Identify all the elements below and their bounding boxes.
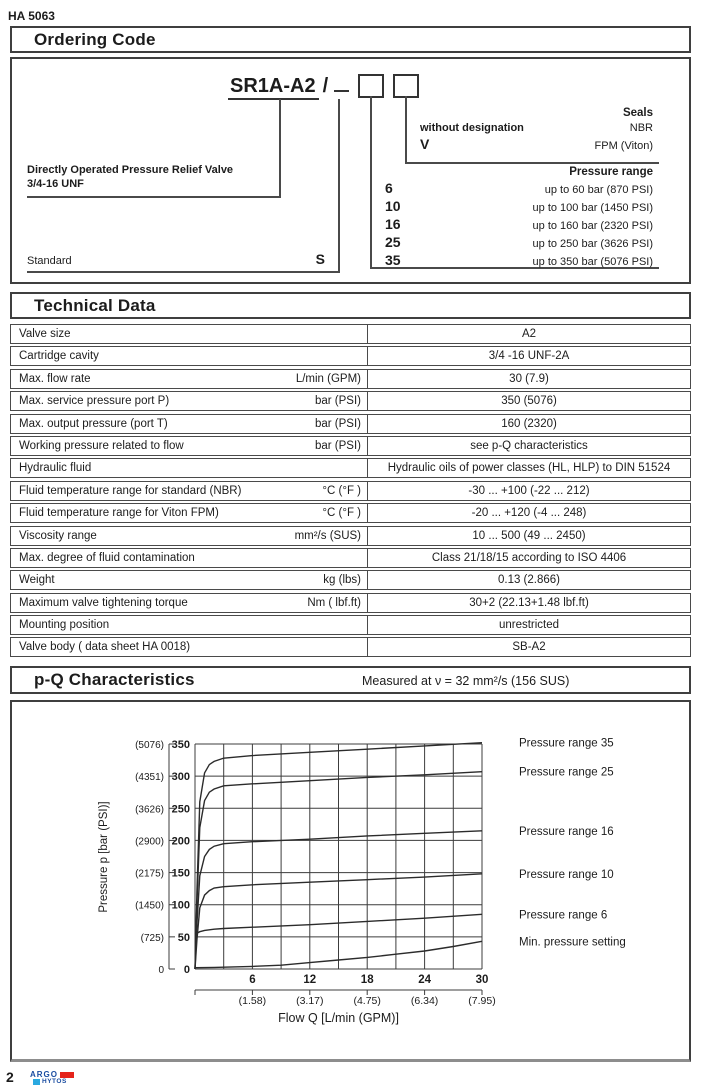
row-parameter-cell (11, 437, 368, 455)
code-box-seals (393, 74, 419, 98)
row-parameter-cell (11, 594, 368, 612)
pressure-range-row: 25 up to 250 bar (3626 PSI) (385, 234, 653, 250)
table-row (10, 346, 691, 366)
parameter-unit: °C (°F ) (322, 484, 361, 497)
row-parameter-cell (11, 638, 368, 656)
ordering-code-section-header (10, 26, 691, 53)
seals-title: Seals (622, 107, 653, 119)
x-axis (195, 974, 496, 1007)
pressure-range-row: 16 up to 160 bar (2320 PSI) (385, 216, 653, 232)
svg-text:(2900): (2900) (135, 836, 164, 848)
svg-text:(725): (725) (140, 932, 164, 944)
row-parameter-cell (11, 616, 368, 634)
svg-text:(3.17): (3.17) (296, 995, 324, 1007)
parameter-name: Max. output pressure (port T) (19, 417, 168, 430)
row-parameter-cell (11, 571, 368, 589)
standard-code: S (315, 251, 325, 267)
parameter-value: SB-A2 (512, 641, 546, 654)
y-axis-label (98, 801, 110, 912)
measured-at-note: Measured at ν = 32 mm²/s (156 SUS) (362, 674, 570, 688)
parameter-value: 3/4 -16 UNF-2A (488, 350, 570, 363)
ordering-code-string (228, 74, 349, 98)
table-row (10, 481, 691, 501)
svg-text:6: 6 (249, 974, 256, 986)
svg-text:(6.34): (6.34) (410, 995, 439, 1007)
parameter-unit: bar (PSI) (314, 395, 361, 408)
row-parameter-cell (11, 415, 368, 433)
svg-text:0: 0 (183, 964, 190, 976)
parameter-unit: L/min (GPM) (295, 372, 361, 385)
pq-section-header (10, 666, 691, 694)
row-parameter-cell (11, 325, 368, 343)
seals-options (405, 106, 657, 154)
curve-label: Pressure range 10 (519, 868, 614, 881)
table-row (10, 503, 691, 523)
parameter-value: Hydraulic oils of power classes (HL, HLP) to DIN 51524 (387, 462, 671, 475)
parameter-name: Viscosity range (19, 529, 97, 542)
parameter-name: Weight (19, 574, 55, 587)
parameter-unit: °C (°F ) (322, 507, 361, 520)
standard-designation-row (27, 251, 330, 267)
section-title-technical-data: Technical Data (34, 295, 156, 315)
connector-line (279, 99, 281, 197)
svg-text:Flow Q [L/min (GPM)]: Flow Q [L/min (GPM)] (278, 1011, 399, 1025)
parameter-value: 10 ... 500 (49 ... 2450) (472, 529, 586, 542)
svg-text:18: 18 (360, 974, 374, 986)
technical-data-section-header (10, 292, 691, 319)
svg-text:(5076): (5076) (135, 740, 164, 751)
row-parameter-cell (11, 527, 368, 545)
parameter-value: unrestricted (498, 619, 560, 632)
parameter-unit: Nm ( lbf.ft) (307, 596, 361, 609)
parameter-unit: kg (lbs) (323, 574, 361, 587)
connector-line (27, 196, 281, 198)
svg-text:(4.75): (4.75) (353, 995, 381, 1007)
svg-text:250: 250 (171, 803, 190, 816)
technical-data-table (10, 324, 691, 660)
parameter-value: 0.13 (2.866) (497, 574, 560, 587)
curve-label: Min. pressure setting (519, 936, 626, 949)
svg-text:(7.95): (7.95) (468, 995, 496, 1007)
parameter-name: Max. service pressure port P) (19, 395, 170, 408)
standard-label: Standard (27, 255, 72, 267)
code-base: SR1A-A2 (228, 75, 319, 100)
logo-red-rect (60, 1072, 74, 1078)
svg-text:200: 200 (171, 835, 190, 848)
svg-text:100: 100 (171, 899, 190, 912)
section-title-ordering-code: Ordering Code (34, 29, 156, 49)
curve-labels (519, 738, 626, 949)
svg-text:(1.58): (1.58) (238, 995, 267, 1007)
svg-text:Pressure p [bar (PSI)]: Pressure p [bar (PSI)] (98, 801, 110, 913)
row-parameter-cell (11, 549, 368, 567)
parameter-name: Valve body ( data sheet HA 0018) (19, 641, 191, 654)
table-row (10, 615, 691, 635)
parameter-value: see p-Q characteristics (470, 439, 588, 452)
parameter-value: -20 ... +120 (-4 ... 248) (471, 507, 587, 520)
table-row (10, 458, 691, 478)
pq-chart-box (10, 700, 691, 1062)
svg-text:12: 12 (303, 974, 317, 986)
svg-text:30: 30 (475, 974, 489, 986)
row-parameter-cell (11, 482, 368, 500)
argo-hytos-logo (30, 1071, 74, 1085)
parameter-value: A2 (521, 328, 537, 340)
table-row (10, 570, 691, 590)
parameter-name: Maximum valve tightening torque (19, 596, 188, 609)
parameter-value: 30+2 (22.13+1.48 lbf.ft) (469, 596, 589, 609)
table-row (10, 548, 691, 568)
pressure-range-row: 35 up to 350 bar (5076 PSI) (385, 252, 653, 268)
parameter-name: Fluid temperature range for Viton FPM) (19, 507, 219, 520)
logo-cyan-rect (33, 1079, 40, 1085)
code-separator: / (322, 75, 329, 97)
logo-text-argo: ARGO (30, 1070, 58, 1079)
parameter-name: Mounting position (19, 619, 110, 632)
connector-line (338, 99, 340, 273)
row-parameter-cell (11, 459, 368, 477)
page-number: 2 (6, 1069, 14, 1085)
row-parameter-cell (11, 392, 368, 410)
svg-text:(2175): (2175) (135, 868, 164, 880)
parameter-unit: bar (PSI) (314, 439, 361, 452)
svg-text:50: 50 (177, 931, 190, 944)
ordering-code-diagram (10, 57, 691, 284)
curve-label: Pressure range 16 (519, 825, 614, 838)
chart-grid (195, 744, 482, 969)
parameter-value: 30 (7.9) (509, 372, 549, 385)
parameter-name: Max. flow rate (19, 372, 91, 385)
logo-text-hytos: HYTOS (42, 1078, 67, 1085)
table-row (10, 369, 691, 389)
curve-label: Pressure range 35 (519, 737, 614, 750)
parameter-unit: mm²/s (SUS) (294, 529, 361, 542)
connector-line (27, 271, 340, 273)
parameter-name: Working pressure related to flow (19, 439, 184, 452)
parameter-value: -30 ... +100 (-22 ... 212) (468, 484, 590, 497)
row-parameter-cell (11, 370, 368, 388)
curve-label: Pressure range 6 (519, 909, 608, 922)
svg-text:24: 24 (418, 974, 431, 986)
parameter-name: Fluid temperature range for standard (NBR) (19, 484, 242, 497)
parameter-value: 350 (5076) (501, 395, 557, 408)
svg-text:(3626): (3626) (135, 804, 164, 816)
table-row (10, 391, 691, 411)
x-axis-label (278, 1011, 399, 1025)
section-title-pq: p-Q Characteristics (34, 670, 195, 689)
curve-label: Pressure range 25 (519, 766, 614, 779)
y-axis (135, 739, 190, 976)
parameter-name: Max. degree of fluid contamination (19, 551, 195, 564)
svg-text:150: 150 (171, 867, 190, 880)
valve-description-label: Directly Operated Pressure Relief Valve 3/4-16 UNF (27, 164, 234, 190)
row-parameter-cell (11, 347, 368, 365)
pressure-range-row: 6 up to 60 bar (870 PSI) (385, 180, 653, 196)
row-parameter-cell (11, 504, 368, 522)
pressure-range-row: 10 up to 100 bar (1450 PSI) (385, 198, 653, 214)
table-row (10, 324, 691, 344)
parameter-value: Class 21/18/15 according to ISO 4406 (431, 551, 627, 564)
parameter-value: 160 (2320) (501, 417, 557, 430)
parameter-unit: bar (PSI) (314, 417, 361, 430)
parameter-name: Valve size (19, 328, 71, 340)
seals-option-row: V FPM (Viton) (420, 135, 653, 152)
svg-text:(1450): (1450) (135, 900, 164, 912)
table-row (10, 637, 691, 657)
table-row (10, 526, 691, 546)
pq-characteristics-chart (12, 702, 689, 1058)
pressure-range-options (370, 165, 657, 270)
table-row (10, 414, 691, 434)
table-row (10, 436, 691, 456)
table-row (10, 593, 691, 613)
svg-text:300: 300 (171, 771, 190, 784)
svg-text:(4351): (4351) (135, 772, 164, 784)
svg-text:0: 0 (158, 965, 164, 976)
svg-text:350: 350 (171, 739, 190, 751)
connector-line (405, 162, 659, 164)
pressure-range-title: Pressure range (569, 166, 653, 178)
parameter-name: Hydraulic fluid (19, 462, 92, 475)
code-blank-field (334, 74, 349, 92)
parameter-name: Cartridge cavity (19, 350, 99, 363)
seals-option-row: without designation NBR (420, 122, 653, 134)
doc-number: HA 5063 (8, 9, 55, 23)
code-box-pressure-range (358, 74, 384, 98)
